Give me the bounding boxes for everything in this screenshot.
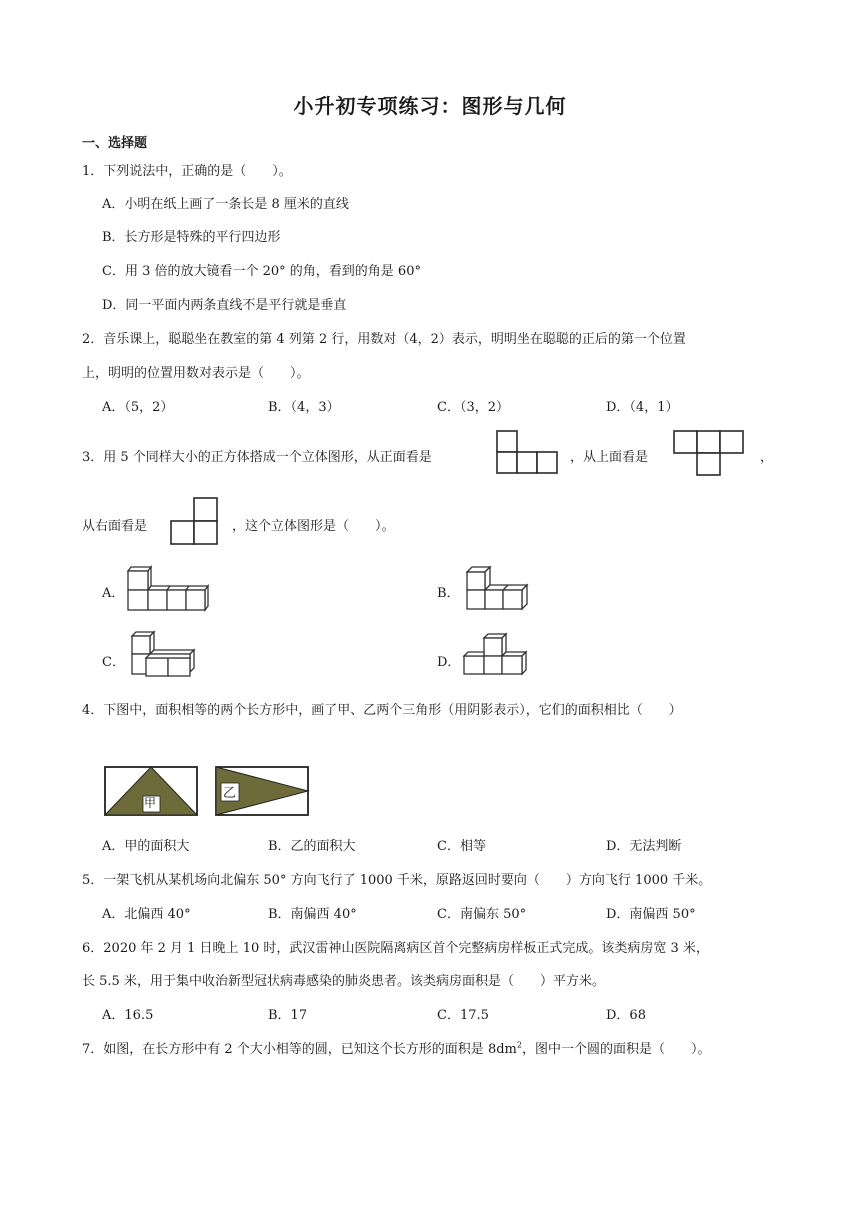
q2-option-d: D．（4，1） xyxy=(606,400,679,415)
q6-option-c: C．17.5 xyxy=(437,1008,489,1023)
q4-option-c: C．相等 xyxy=(437,839,486,854)
q6-option-b: B．17 xyxy=(268,1008,308,1023)
q1-option-d: D．同一平面内两条直线不是平行就是垂直 xyxy=(102,298,347,313)
q3-option-b-figure xyxy=(463,566,531,614)
q3-stem-part2: ，从上面看是 xyxy=(570,450,649,465)
q5-option-a: A．北偏西 40° xyxy=(102,907,191,922)
section-heading: 一、选择题 xyxy=(82,136,148,151)
q2-stem-line2: 上，明明的位置用数对表示是（ ）。 xyxy=(82,366,310,381)
q7-stem-part2: ，图中一个圆的面积是（ ）。 xyxy=(521,1042,711,1057)
q5-option-c: C．南偏东 50° xyxy=(437,907,527,922)
q3-option-a-figure xyxy=(126,566,212,614)
q3-stem-line2-part1: 从右面看是 xyxy=(82,519,148,534)
q3-option-d-label: D． xyxy=(437,655,461,670)
q3-option-c-label: C． xyxy=(102,655,125,670)
q3-option-a-label: A． xyxy=(102,586,125,601)
q3-stem-part3: ， xyxy=(760,450,774,465)
q3-stem-part1: 3．用 5 个同样大小的正方体搭成一个立体图形，从正面看是 xyxy=(82,450,432,465)
q7-stem xyxy=(82,1038,710,1057)
q5-stem: 5．一架飞机从某机场向北偏东 50° 方向飞行了 1000 千米，原路返回时要向（ ）方向飞行 1000 千米。 xyxy=(82,873,712,888)
q3-option-b-label: B． xyxy=(437,586,460,601)
q4-stem: 4．下图中，面积相等的两个长方形中，画了甲、乙两个三角形（用阴影表示），它们的面积相比（ ） xyxy=(82,703,682,718)
q6-option-d: D．68 xyxy=(606,1008,646,1023)
q2-option-c: C．（3，2） xyxy=(437,400,509,415)
q7-superscript: 2 xyxy=(516,1040,522,1050)
q6-stem-line1: 6．2020 年 2 月 1 日晚上 10 时，武汉雷神山医院隔离病区首个完整病房样板正式完成。该类病房宽 3 米， xyxy=(82,941,709,956)
q4-option-d: D．无法判断 xyxy=(606,839,682,854)
q2-stem-line1: 2．音乐课上，聪聪坐在教室的第 4 列第 2 行，用数对（4，2）表示，明明坐在聪聪的正后的第一个位置 xyxy=(82,332,686,347)
q5-option-d: D．南偏西 50° xyxy=(606,907,696,922)
q3-option-d-figure xyxy=(462,632,530,680)
q3-top-view-figure xyxy=(673,430,747,478)
q3-stem-line2-part2: ，这个立体图形是（ ）。 xyxy=(232,519,395,534)
q4-option-a: A．甲的面积大 xyxy=(102,839,190,854)
q4-label-jia: 甲 xyxy=(144,796,157,810)
q2-option-b: B．（4，3） xyxy=(268,400,340,415)
q1-option-a: A．小明在纸上画了一条长是 8 厘米的直线 xyxy=(102,197,349,212)
q5-option-b: B．南偏西 40° xyxy=(268,907,357,922)
q7-stem-part1: 7．如图，在长方形中有 2 个大小相等的圆，已知这个长方形的面积是 8dm xyxy=(82,1042,517,1057)
q1-stem: 1．下列说法中，正确的是（ ）。 xyxy=(82,164,292,179)
q3-right-view-figure xyxy=(170,497,220,547)
q6-option-a: A．16.5 xyxy=(102,1008,154,1023)
q4-option-b: B．乙的面积大 xyxy=(268,839,356,854)
q4-label-yi: 乙 xyxy=(223,786,237,801)
page-title: 小升初专项练习：图形与几何 xyxy=(293,94,567,118)
q4-rectangles-figure xyxy=(104,766,310,818)
q3-option-c-figure xyxy=(126,630,198,680)
q2-option-a: A．（5，2） xyxy=(102,400,174,415)
q6-stem-line2: 长 5.5 米，用于集中收治新型冠状病毒感染的肺炎患者。该类病房面积是（ ）平方米。 xyxy=(82,974,605,989)
q3-front-view-figure xyxy=(496,430,560,476)
q1-option-c: C．用 3 倍的放大镜看一个 20° 的角，看到的角是 60° xyxy=(102,264,421,279)
q1-option-b: B．长方形是特殊的平行四边形 xyxy=(102,230,281,245)
